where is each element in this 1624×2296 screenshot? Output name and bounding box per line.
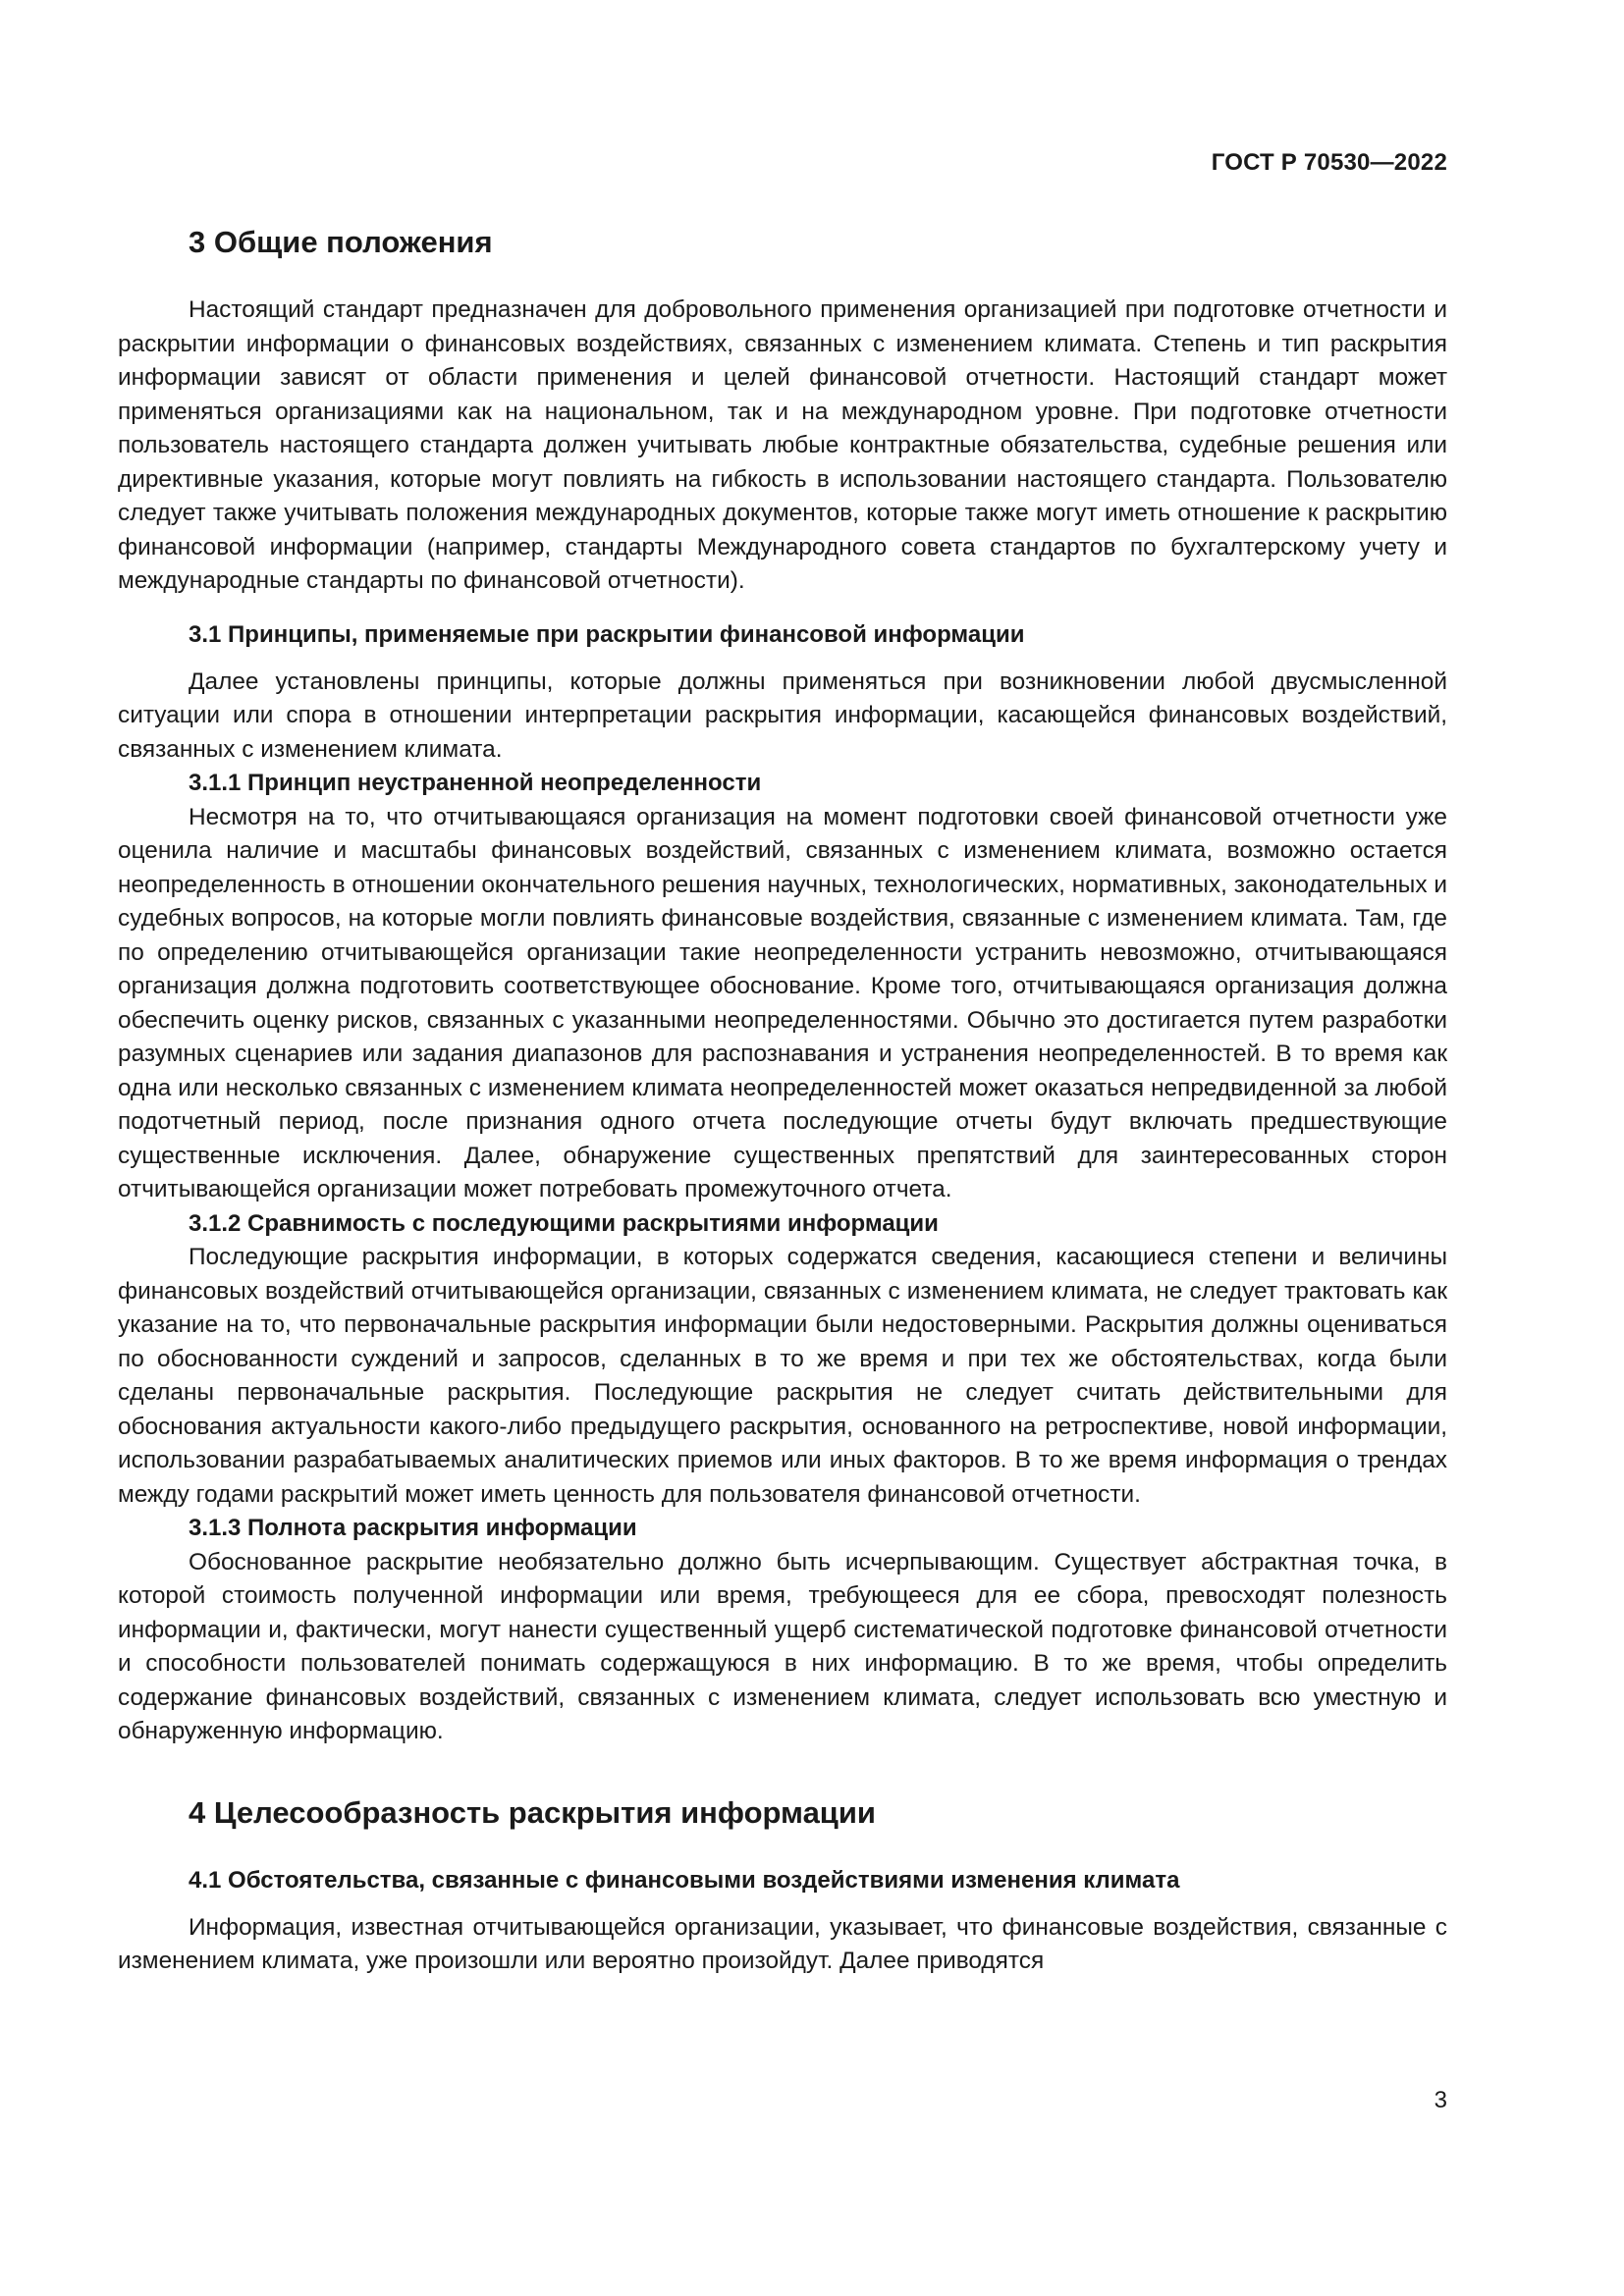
subsection-4-1-heading: 4.1 Обстоятельства, связанные с финансовыми воздействиями изменения климата [189, 1866, 1180, 1894]
subsection-3-1-paragraph: Далее установлены принципы, которые должны применяться при возникновении любой двусмысленной ситуации или спора в отношении интерпретации раскрытия информации, касающейся финансовых воздействий, связанных с изменением климата. [118, 667, 1447, 763]
page-number: 3 [1434, 2087, 1447, 2113]
section-4-heading: 4 Целесообразность раскрытия информации [189, 1794, 876, 1830]
clause-3-1-1-heading: 3.1.1 Принцип неустраненной неопределенности [189, 770, 762, 797]
section-3-heading: 3 Общие положения [189, 225, 493, 259]
clause-3-1-2-heading: 3.1.2 Сравнимость с последующими раскрытиями информации [189, 1209, 939, 1237]
clause-3-1-2-paragraph: Последующие раскрытия информации, в которых содержатся сведения, касающиеся степени и величины финансовых воздействий отчитывающейся организации, связанных с изменением климата, не следует трактовать как указание на то, что первоначальные раскрытия информации были недостоверными. Раскрытия должны оцениваться по обоснованности суждений и запросов, сделанных в то же время и при тех же обстоятельствах, когда были сделаны первоначальные раскрытия. Последующие раскрытия не следует считать действительными для обоснования актуальности какого-либо предыдущего раскрытия, основанного на ретроспективе, новой информации, использовании разрабатываемых аналитических приемов или иных факторов. В то же время информация о трендах между годами раскрытий может иметь ценность для пользователя финансовой отчетности. [118, 1244, 1447, 1508]
document-code-header: ГОСТ Р 70530—2022 [1211, 149, 1447, 176]
clause-3-1-3-heading: 3.1.3 Полнота раскрытия информации [189, 1515, 637, 1542]
clause-3-1-1-paragraph: Несмотря на то, что отчитывающаяся организация на момент подготовки своей финансовой отчетности уже оценила наличие и масштабы финансовых воздействий, связанных с изменением климата, возможно остается неопределенность в отношении окончательного решения научных, технологических, нормативных, законодательных и судебных вопросов, на которые могли повлиять финансовые воздействия, связанные с изменением климата. Там, где по определению отчитывающейся организации такие неопределенности устранить невозможно, отчитывающаяся организация должна подготовить соответствующее обоснование. Кроме того, отчитывающаяся организация должна обеспечить оценку рисков, связанных с указанными неопределенностями. Обычно это достигается путем разработки разумных сценариев или задания диапазонов для распознавания и устранения неопределенностей. В то время как одна или несколько связанных с изменением климата неопределенностей может оказаться непредвиденной за любой подотчетный период, после признания одного отчета последующие отчеты будут включать предшествующие существенные исключения. Далее, обнаружение существенных препятствий для заинтересованных сторон отчитывающейся организации может потребовать промежуточного отчета. [118, 803, 1447, 1203]
clause-3-1-3-paragraph: Обоснованное раскрытие необязательно должно быть исчерпывающим. Существует абстрактная точка, в которой стоимость полученной информации или время, требующееся для ее сбора, превосходят полезность информации и, фактически, могут нанести существенный ущерб систематической подготовке финансовой отчетности и способности пользователей понимать содержащуюся в них информацию. В то же время, чтобы определить содержание финансовых воздействий, связанных с изменением климата, следует использовать всю уместную и обнаруженную информацию. [118, 1548, 1447, 1745]
page-content [118, 224, 1447, 1979]
subsection-3-1-heading: 3.1 Принципы, применяемые при раскрытии финансовой информации [189, 620, 1025, 648]
subsection-4-1-paragraph: Информация, известная отчитывающейся организации, указывает, что финансовые воздействия, связанные с изменением климата, уже произошли или вероятно произойдут. Далее приводятся [118, 1913, 1447, 1975]
section-3-intro-paragraph: Настоящий стандарт предназначен для добровольного применения организацией при подготовке отчетности и раскрытии информации о финансовых воздействиях, связанных с изменением климата. Степень и тип раскрытия информации зависят от области применения и целей финансовой отчетности. Настоящий стандарт может применяться организациями как на национальном, так и на международном уровне. При подготовке отчетности пользователь настоящего стандарта должен учитывать любые контрактные обязательства, судебные решения или директивные указания, которые могут повлиять на гибкость в использовании настоящего стандарта. Пользователю следует также учитывать положения международных документов, которые также могут иметь отношение к раскрытию финансовой информации (например, стандарты Международного совета стандартов по бухгалтерскому учету и международные стандарты по финансовой отчетности). [118, 296, 1447, 595]
